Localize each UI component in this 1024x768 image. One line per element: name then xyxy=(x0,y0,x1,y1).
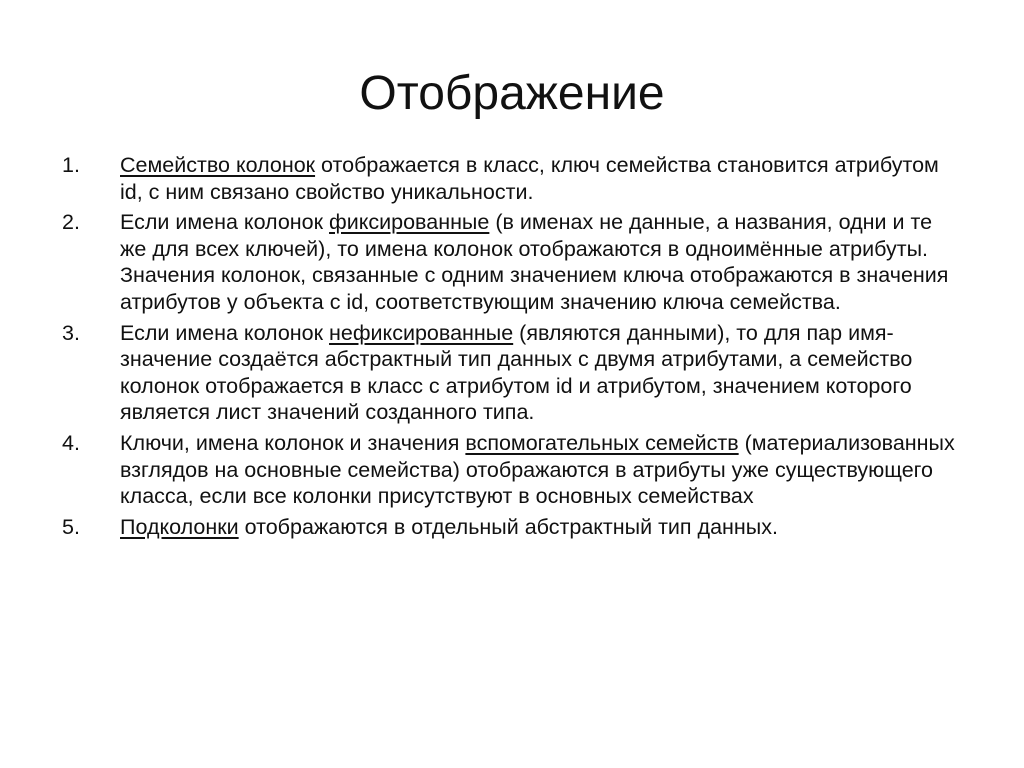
list-item xyxy=(62,209,962,315)
underlined-term: нефиксированные xyxy=(329,320,514,345)
list-item-text xyxy=(120,210,948,314)
list-item-number: 2. xyxy=(62,210,80,235)
list-item-number: 1. xyxy=(62,153,80,177)
underlined-term: Семейство колонок xyxy=(120,153,316,177)
list-item-text-after: (являются данными), то для пар имя-значение создаётся абстрактный тип данных с двумя атрибутами, а семейство колонок отображается в класс с атрибутом id и атрибутом, значением которого является лист значений созданного типа. xyxy=(120,320,913,425)
list-item-text xyxy=(120,431,955,508)
list-item-number: 4. xyxy=(62,430,80,455)
slide-title: Отображение xyxy=(359,67,665,120)
underlined-term: Подколонки xyxy=(120,514,239,539)
list-item xyxy=(62,152,962,205)
list-item-number: 5. xyxy=(62,514,80,539)
list-item-text-before: Ключи, имена колонок и значения xyxy=(120,430,466,455)
list-item-text xyxy=(120,321,912,425)
list-item-text-after: отображается в класс, ключ семейства становится атрибутом id, с ним связано свойство уникальности. xyxy=(120,153,939,204)
list-item-text xyxy=(120,515,778,539)
list-item-number: 3. xyxy=(62,320,80,345)
list-item xyxy=(62,430,962,510)
list-item-text-before: Если имена колонок xyxy=(120,320,330,345)
list-item-text-after: (в именах не данные, а названия, одни и те же для всех ключей), то имена колонок отображаются в одноимённые атрибуты. Значения колонок, связанные с одним значением ключа отображаются в значения атрибутов у объекта с id, соответствующим значению ключа семейства. xyxy=(120,210,949,314)
underlined-term: фиксированные xyxy=(329,210,490,235)
list-item-text-before: Если имена колонок xyxy=(120,210,330,235)
list-item-text-after: отображаются в отдельный абстрактный тип данных. xyxy=(238,514,778,539)
list-item xyxy=(62,320,962,426)
numbered-list xyxy=(62,152,962,544)
list-item xyxy=(62,514,962,541)
list-item-text xyxy=(120,153,939,204)
list-item-text-after: (материализованных взглядов на основные семейства) отображаются в атрибуты уже существующего класса, если все колонки присутствуют в основных семействах xyxy=(120,430,955,509)
underlined-term: вспомогательных семейств xyxy=(465,430,739,455)
